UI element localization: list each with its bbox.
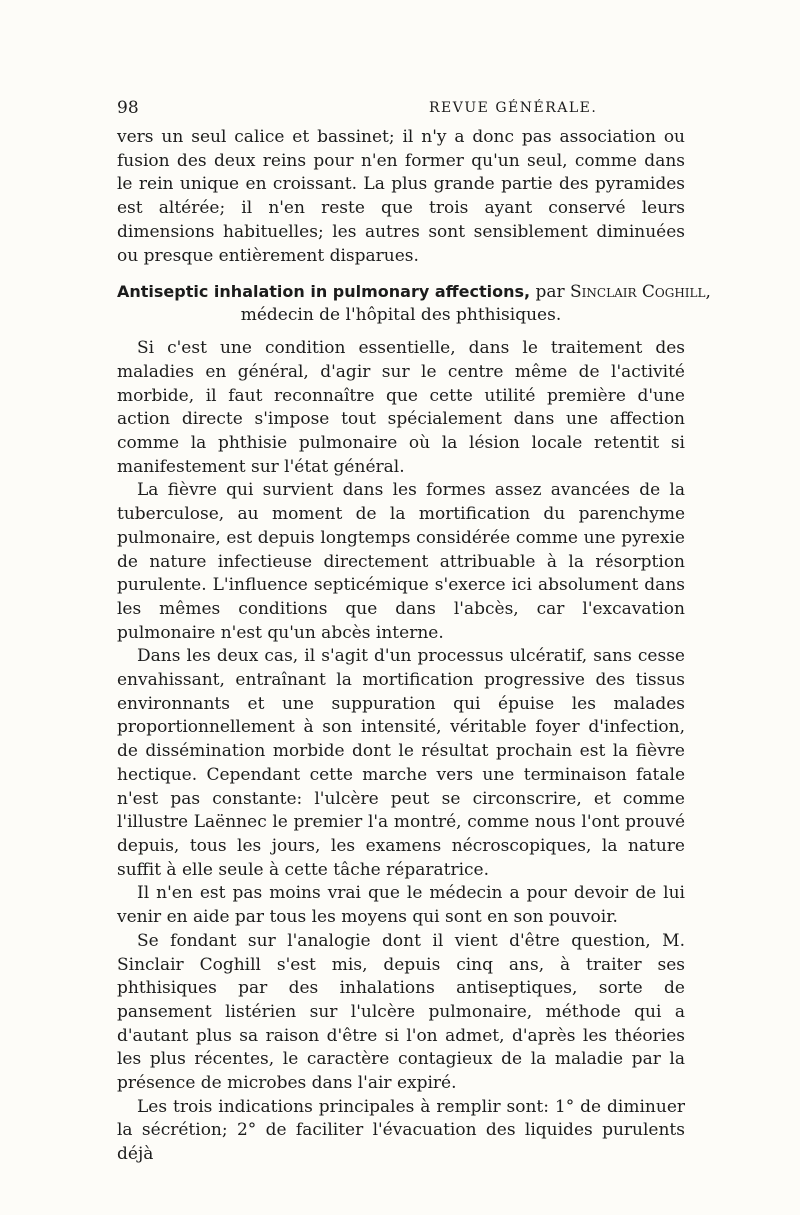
paragraph: Se fondant sur l'analogie dont il vient d'être question, M. Sinclair Coghill s'est mis, depuis cinq ans, à traiter ses phthisiques par des inhalations antiseptiques, sorte de pansement listérien sur l'ulcère pulmonaire, méthode qui a d'autant plus sa raison d'être si l'on admet, d'après les théories les plus récentes, le caractère contagieux de la maladie par la présence de microbes dans l'air expiré. <box>117 930 685 1094</box>
article-title-english: Antiseptic inhalation in pulmonary affections, <box>117 282 531 302</box>
page-header <box>117 98 687 124</box>
paragraph: La fièvre qui survient dans les formes assez avancées de la tuberculose, au moment de la mortification du parenchyme pulmonaire, est depuis longtemps considérée comme une pyrexie de nature infectieuse directement attribuable à la résorption purulente. L'influence septicémique s'exerce ici absolument dans les mêmes conditions que dans l'abcès, car l'excavation pulmonaire n'est qu'un abcès interne. <box>117 480 685 643</box>
paragraph: Dans les deux cas, il s'agit d'un processus ulcératif, sans cesse envahissant, entraînant la mortification progressive des tissus environnants et une suppuration qui épuise les malades proportionnellement à son intensité, véritable foyer d'infection, de dissémination morbide dont le résultat prochain est la fièvre hectique. Cependant cette marche vers une terminaison fatale n'est pas constante: l'ulcère peut se circonscrire, et comme l'illustre Laënnec le premier l'a montré, comme nous l'ont prouvé depuis, tous les jours, les examens nécroscopiques, la nature suffit à elle seule à cette tâche réparatrice. <box>117 646 685 880</box>
article-title <box>117 280 711 327</box>
article-author: Sinclair Coghill, <box>570 282 711 303</box>
text-body <box>117 126 711 1167</box>
paragraph: Les trois indications principales à remplir sont: 1° de diminuer la sécrétion; 2° de faciliter l'évacuation des liquides purulents déjà <box>117 1096 685 1165</box>
paragraph: Il n'en est pas moins vrai que le médecin a pour devoir de lui venir en aide par tous les moyens qui sont en son pouvoir. <box>117 883 685 928</box>
paragraph: Si c'est une condition essentielle, dans le traitement des maladies en général, d'agir sur le centre même de l'activité morbide, il faut reconnaître que cette utilité première d'une action directe s'impose tout spécialement dans une affection comme la phthisie pulmonaire où la lésion locale retentit si manifestement sur l'état général. <box>117 338 685 477</box>
running-head: REVUE GÉNÉRALE. <box>429 100 598 116</box>
article-title-line <box>117 280 711 304</box>
paragraph: vers un seul calice et bassinet; il n'y a donc pas association ou fusion des deux reins pour n'en former qu'un seul, comme dans le rein unique en croissant. La plus grande partie des pyramides est altérée; il n'en reste que trois ayant conservé leurs dimensions habituelles; les autres sont sensiblement diminuées ou presque entièrement disparues. <box>117 127 685 266</box>
article-title-by: par <box>530 282 571 303</box>
article-affiliation: médecin de l'hôpital des phthisiques. <box>240 305 562 326</box>
page-number: 98 <box>117 98 139 118</box>
